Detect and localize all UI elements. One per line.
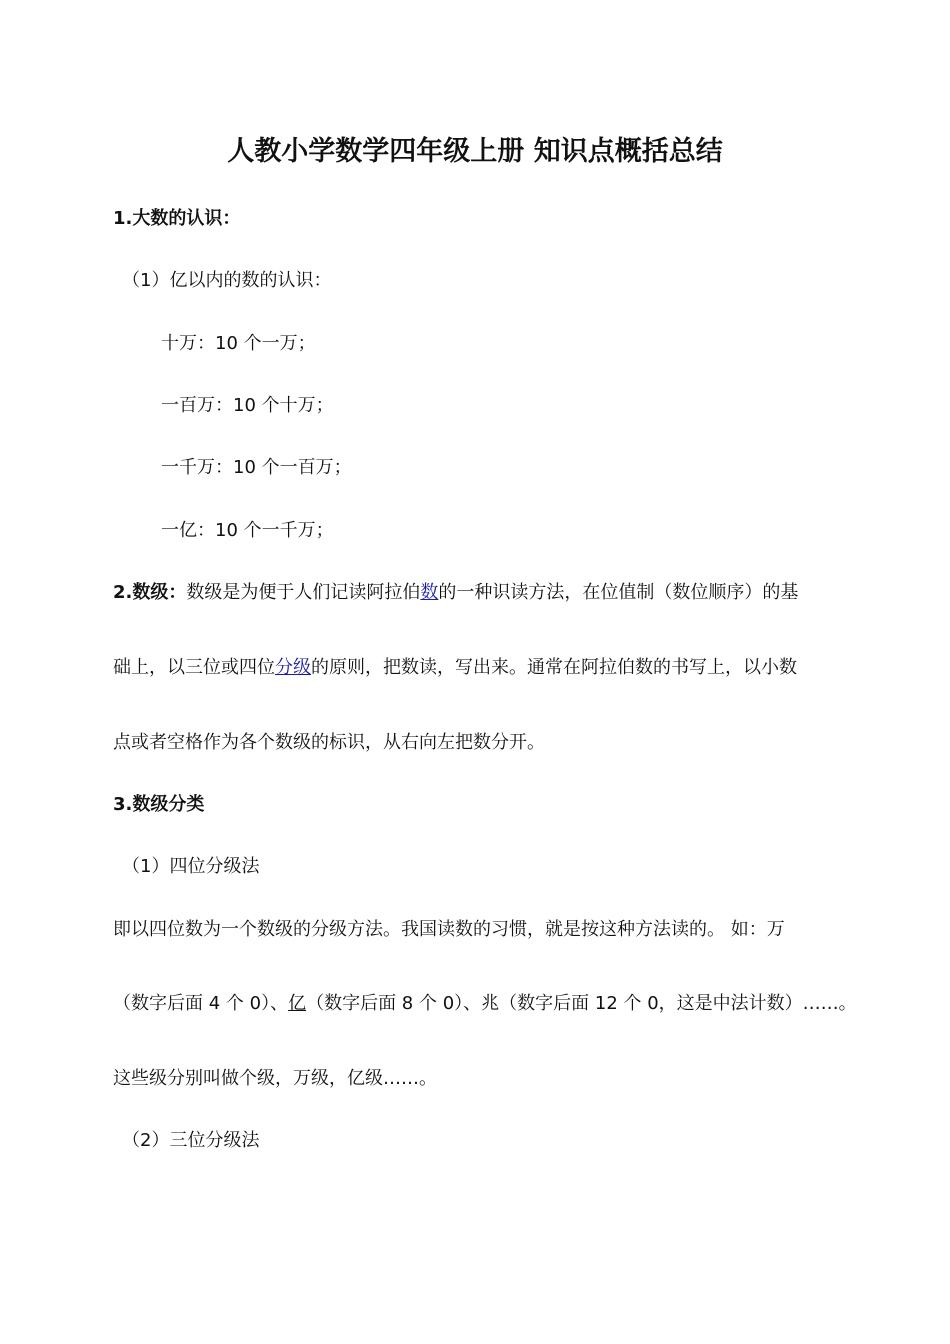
text-segment: （数字后面 8 个 0）、兆（数字后面 12 个 0，这是中法计数）……。	[306, 993, 857, 1014]
section-2-line-1	[113, 580, 798, 606]
section-2-heading: 2.数级：	[113, 582, 187, 603]
section-2-line-2	[113, 655, 797, 681]
section-1-heading: 1.大数的认识：	[113, 208, 241, 229]
text-segment: 础上，以三位或四位	[113, 657, 275, 678]
text-segment: 的原则，把数读，写出来。通常在阿拉伯数的书写上，以小数	[311, 657, 797, 678]
section-3-heading: 3.数级分类	[113, 794, 205, 815]
section-3-subheading-2: （2）三位分级法	[122, 1130, 260, 1151]
paragraph-line	[113, 991, 857, 1017]
paragraph-line: 这些级分别叫做个级，万级，亿级……。	[113, 1068, 437, 1089]
paragraph-line: 即以四位数为一个数级的分级方法。我国读数的习惯，就是按这种方法读的。 如：万	[113, 919, 785, 940]
list-item: 十万：10 个一万；	[161, 333, 316, 354]
link-shu[interactable]: 数	[420, 582, 439, 603]
link-fenji[interactable]: 分级	[275, 657, 311, 678]
section-2-line-3: 点或者空格作为各个数级的标识，从右向左把数分开。	[113, 732, 545, 753]
section-3-subheading-1: （1）四位分级法	[122, 856, 260, 877]
text-segment: （数字后面 4 个 0）、	[113, 993, 289, 1014]
list-item: 一百万：10 个十万；	[161, 395, 334, 416]
page-title: 人教小学数学四年级上册 知识点概括总结	[227, 136, 723, 167]
list-item: 一亿：10 个一千万；	[161, 520, 334, 541]
text-segment: 的一种识读方法，在位值制（数位顺序）的基	[438, 582, 799, 603]
text-segment: 数级是为便于人们记读阿拉伯	[186, 582, 421, 603]
list-item: 一千万：10 个一百万；	[161, 457, 352, 478]
underlined-yi: 亿	[288, 993, 307, 1014]
section-1-subheading: （1）亿以内的数的认识：	[122, 270, 332, 291]
